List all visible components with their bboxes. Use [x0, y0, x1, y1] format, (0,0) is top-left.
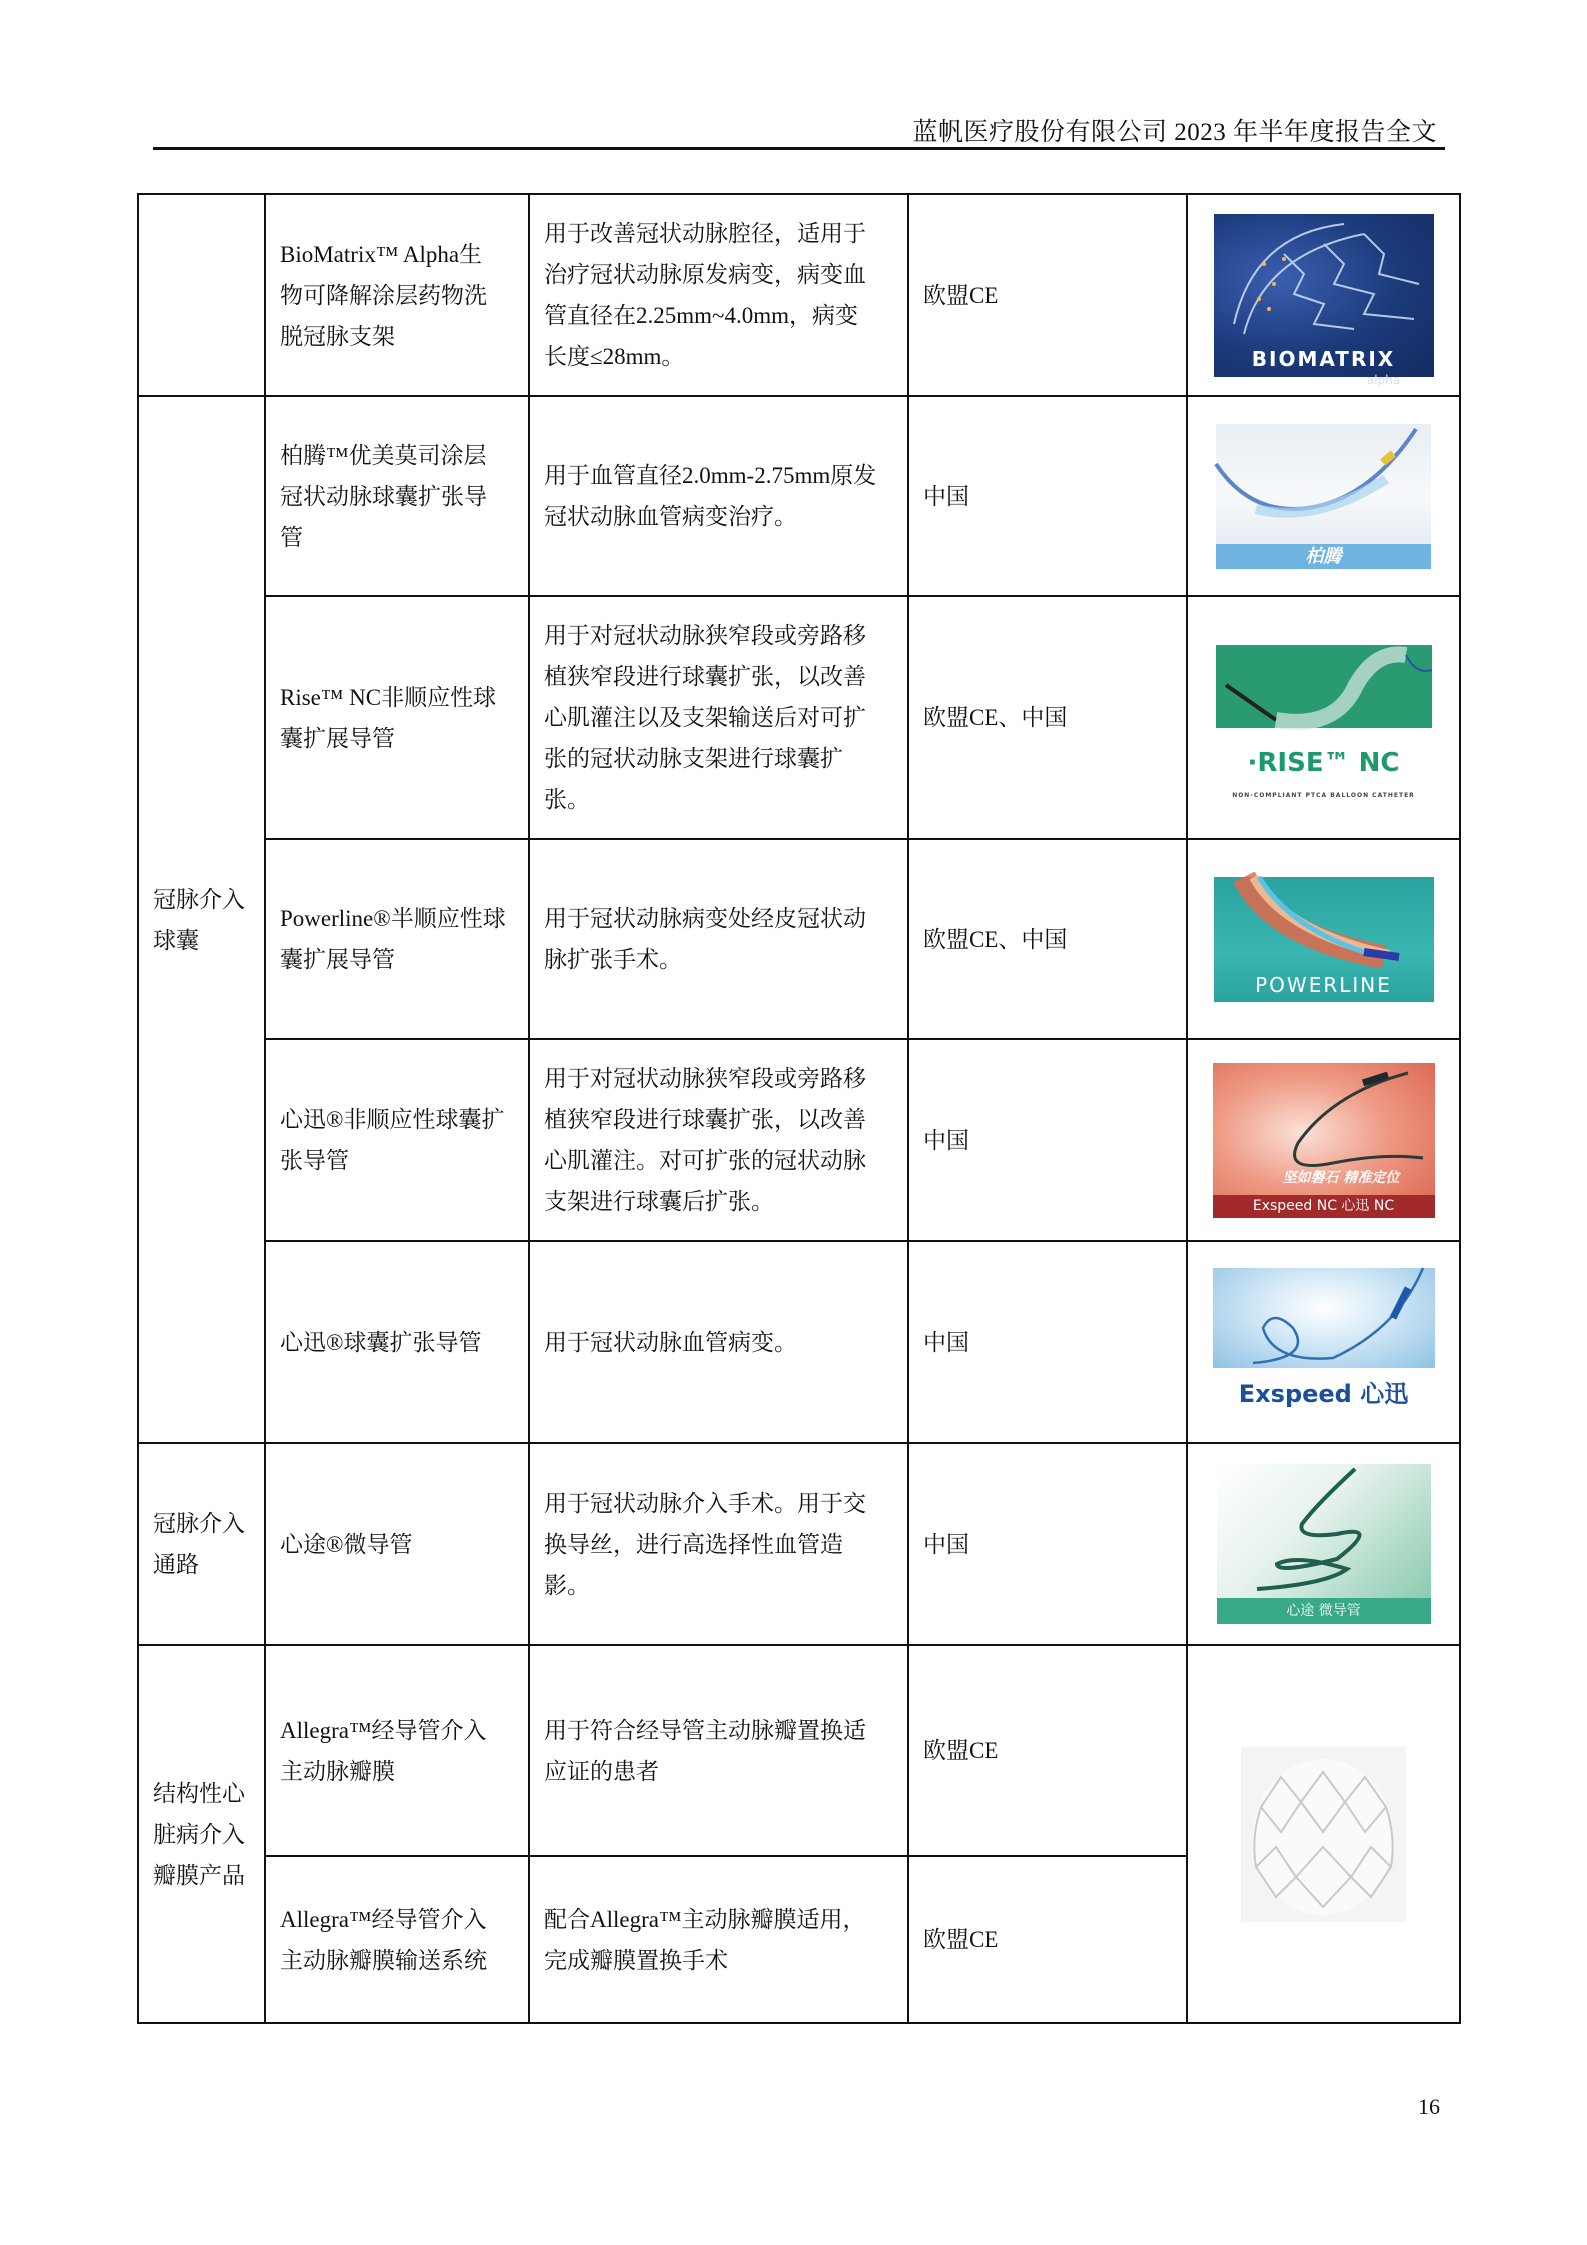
- category-line: 结构性心: [153, 1780, 245, 1806]
- vessel-catheter-icon: [1214, 877, 1434, 957]
- table-row: [138, 1039, 1460, 1241]
- product-name-cell: [265, 1039, 529, 1241]
- usage-line: 植狭窄段进行球囊扩张，以改善: [544, 1107, 866, 1132]
- usage-line: 用于冠状动脉血管病变。: [544, 1329, 797, 1355]
- xintu-logo-bar: 心途 微导管: [1217, 1598, 1431, 1624]
- product-name-line: 囊扩展导管: [280, 725, 395, 751]
- usage-line: 影。: [544, 1572, 590, 1598]
- product-name-line: 张导管: [280, 1148, 349, 1173]
- report-title: 蓝帆医疗股份有限公司 2023 年半年度报告全文: [912, 119, 1437, 146]
- boteng-product-image: [1216, 424, 1431, 569]
- usage-cell: [529, 839, 908, 1039]
- exspeed-nc-product-image: [1213, 1063, 1435, 1218]
- market-cell: 中国: [908, 396, 1187, 596]
- usage-line: 张的冠状动脉支架进行球囊扩: [544, 746, 843, 771]
- market-cell: 欧盟CE: [908, 1645, 1187, 1856]
- category-cell: [138, 194, 265, 396]
- exspeed-logo-text: Exspeed 心迅: [1238, 1380, 1409, 1408]
- usage-line: 管直径在2.25mm~4.0mm，病变: [544, 303, 859, 328]
- allegra-valve-product-image: [1241, 1747, 1406, 1922]
- exspeed-nc-slogan: 坚如磐石 精准定位: [1282, 1169, 1400, 1186]
- product-name-line: 心迅®球囊扩张导管: [280, 1329, 482, 1355]
- product-name-line: 主动脉瓣膜: [280, 1758, 395, 1784]
- usage-line: 脉扩张手术。: [544, 947, 682, 972]
- usage-line: 植狭窄段进行球囊扩张，以改善: [544, 664, 866, 689]
- usage-cell: [529, 1856, 908, 2023]
- exspeed-product-image: [1213, 1268, 1435, 1416]
- market-cell: 欧盟CE: [908, 194, 1187, 396]
- alpha-subtext: alpha: [1366, 372, 1401, 387]
- product-name-line: Powerline®半顺应性球: [280, 906, 506, 931]
- rise-nc-product-image: [1216, 645, 1432, 799]
- table-row: [138, 596, 1460, 839]
- product-name-line: Allegra™经导管介入: [280, 1906, 487, 1932]
- product-table: [137, 193, 1461, 2024]
- xintu-microcatheter-product-image: [1217, 1464, 1431, 1624]
- usage-cell: [529, 596, 908, 839]
- product-name-cell: [265, 1645, 529, 1856]
- product-name-line: 心迅®非顺应性球囊扩: [280, 1107, 505, 1132]
- category-line: 通路: [153, 1552, 199, 1577]
- product-name-line: 囊扩展导管: [280, 947, 395, 972]
- balloon-catheter-icon: [1213, 1268, 1435, 1368]
- usage-line: 用于冠状动脉介入手术。用于交: [544, 1490, 866, 1516]
- category-line: 冠脉介入: [153, 1511, 245, 1536]
- category-cell: [138, 396, 265, 1443]
- header-rule: [153, 147, 1445, 150]
- table-row: [138, 1241, 1460, 1443]
- exspeed-nc-logo-bar: Exspeed NC 心迅 NC: [1213, 1195, 1435, 1218]
- usage-line: 用于血管直径2.0mm-2.75mm原发: [544, 463, 877, 488]
- product-name-line: 柏腾™优美莫司涂层: [280, 442, 487, 468]
- image-cell: [1187, 1241, 1460, 1443]
- biomatrix-alpha-product-image: [1214, 214, 1434, 387]
- product-name-cell: [265, 839, 529, 1039]
- product-name-cell: [265, 1856, 529, 2023]
- product-name-line: 脱冠脉支架: [280, 323, 395, 349]
- usage-line: 长度≤28mm。: [544, 344, 685, 369]
- market-cell: 中国: [908, 1039, 1187, 1241]
- image-cell: [1187, 1443, 1460, 1645]
- product-name-line: 心途®微导管: [280, 1531, 413, 1557]
- powerline-product-image: [1214, 877, 1434, 1002]
- usage-cell: [529, 1241, 908, 1443]
- usage-line: 治疗冠状动脉原发病变，病变血: [544, 262, 866, 287]
- usage-line: 换导丝，进行高选择性血管造: [544, 1531, 843, 1557]
- image-cell: [1187, 1039, 1460, 1241]
- rise-nc-subtext: NON-COMPLIANT PTCA BALLOON CATHETER: [1232, 792, 1415, 799]
- valve-stent-icon: [1241, 1747, 1406, 1922]
- usage-cell: [529, 1039, 908, 1241]
- product-name-cell: [265, 1443, 529, 1645]
- category-line: 脏病介入: [153, 1821, 245, 1847]
- product-name-line: 主动脉瓣膜输送系统: [280, 1947, 487, 1973]
- usage-line: 心肌灌注。对可扩张的冠状动脉: [544, 1148, 866, 1173]
- product-name-line: 物可降解涂层药物洗: [280, 282, 487, 308]
- product-name-line: Allegra™经导管介入: [280, 1717, 487, 1743]
- usage-line: 冠状动脉血管病变治疗。: [544, 504, 797, 529]
- category-cell: [138, 1443, 265, 1645]
- image-cell: [1187, 596, 1460, 839]
- product-name-cell: [265, 1241, 529, 1443]
- usage-line: 用于冠状动脉病变处经皮冠状动: [544, 906, 866, 931]
- table-row: [138, 396, 1460, 596]
- market-cell: 中国: [908, 1443, 1187, 1645]
- product-name-cell: [265, 194, 529, 396]
- usage-line: 配合Allegra™主动脉瓣膜适用，: [544, 1906, 866, 1932]
- page-number: 16: [1418, 2094, 1440, 2119]
- usage-line: 用于对冠状动脉狭窄段或旁路移: [544, 1066, 866, 1091]
- market-cell: 欧盟CE: [908, 1856, 1187, 2023]
- usage-line: 张。: [544, 787, 590, 812]
- product-name-line: BioMatrix™ Alpha生: [280, 241, 483, 267]
- usage-line: 完成瓣膜置换手术: [544, 1947, 728, 1973]
- page-header: [153, 108, 1445, 148]
- table-row: [138, 194, 1460, 396]
- usage-line: 用于符合经导管主动脉瓣置换适: [544, 1717, 866, 1743]
- powerline-logo-text: POWERLINE: [1255, 972, 1392, 997]
- product-name-cell: [265, 396, 529, 596]
- usage-cell: [529, 1645, 908, 1856]
- balloon-catheter-icon: [1216, 645, 1432, 728]
- usage-line: 用于改善冠状动脉腔径，适用于: [544, 221, 866, 246]
- usage-cell: [529, 194, 908, 396]
- table-row: [138, 1645, 1460, 1856]
- usage-cell: [529, 1443, 908, 1645]
- market-cell: 欧盟CE、中国: [908, 839, 1187, 1039]
- rise-photo-area: [1216, 645, 1432, 728]
- category-line: 瓣膜产品: [153, 1862, 245, 1888]
- category-line: 冠脉介入: [153, 886, 245, 912]
- balloon-catheter-icon: [1216, 424, 1431, 544]
- usage-line: 应证的患者: [544, 1758, 659, 1784]
- rise-nc-logo-text: ·RISE™ NC: [1247, 748, 1400, 778]
- product-name-line: 冠状动脉球囊扩张导: [280, 483, 487, 509]
- category-cell: [138, 1645, 265, 2023]
- product-name-line: Rise™ NC非顺应性球: [280, 684, 497, 710]
- market-cell: 中国: [908, 1241, 1187, 1443]
- image-cell: [1187, 194, 1460, 396]
- product-name-line: 管: [280, 524, 303, 550]
- boteng-logo-bar: 柏腾: [1216, 544, 1431, 569]
- usage-line: 支架进行球囊后扩张。: [544, 1189, 774, 1214]
- usage-line: 用于对冠状动脉狭窄段或旁路移: [544, 623, 866, 648]
- usage-line: 心肌灌注以及支架输送后对可扩: [544, 705, 866, 730]
- table-row: [138, 839, 1460, 1039]
- image-cell: [1187, 396, 1460, 596]
- usage-cell: [529, 396, 908, 596]
- image-cell: [1187, 1645, 1460, 2023]
- product-name-cell: [265, 596, 529, 839]
- category-line: 球囊: [153, 927, 199, 953]
- image-cell: [1187, 839, 1460, 1039]
- exspeed-photo-area: [1213, 1268, 1435, 1368]
- table-row: [138, 1443, 1460, 1645]
- biomatrix-logo-text: BIOMATRIX: [1251, 346, 1396, 371]
- market-cell: 欧盟CE、中国: [908, 596, 1187, 839]
- microcatheter-icon: [1217, 1464, 1431, 1594]
